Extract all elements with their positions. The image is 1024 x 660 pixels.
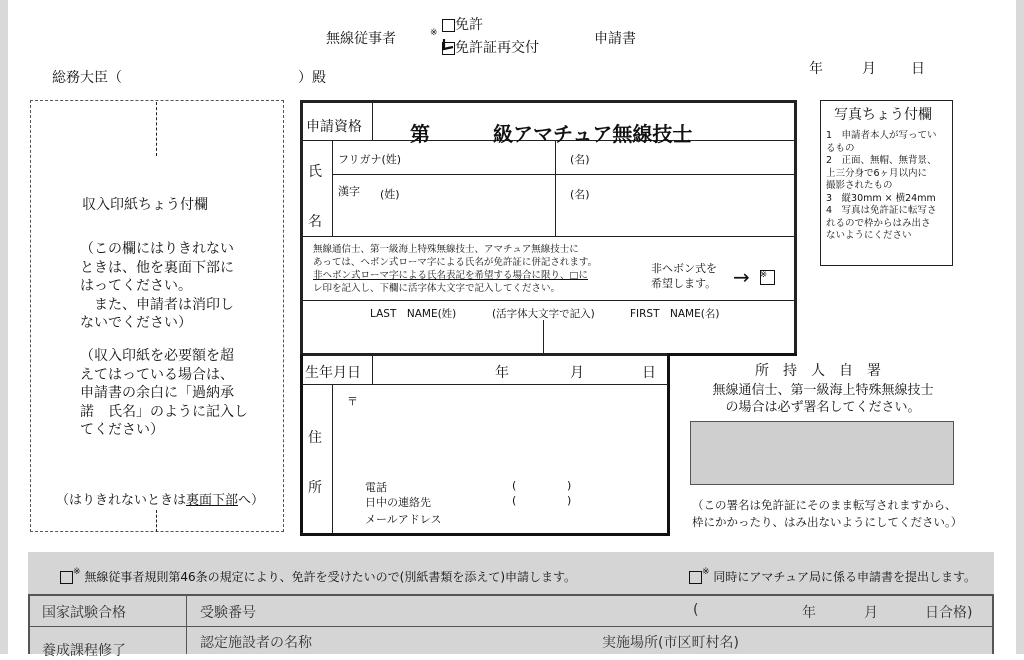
stamp-note-3: （はりきれないときは裏面下部へ） <box>56 493 265 508</box>
dob-label: 生年月日 <box>305 365 361 381</box>
form-left-edge <box>300 354 303 536</box>
print-note: (活字体大文字で記入) <box>492 308 595 320</box>
row-divider-5 <box>302 384 668 385</box>
address-label-divider <box>332 385 333 533</box>
photo-area-title: 写真ちょう付欄 <box>834 107 932 123</box>
option-reissue[interactable]: 免許証再交付 <box>442 37 539 57</box>
day-contact-input[interactable] <box>520 493 564 507</box>
qualification-prefix: 第 <box>410 122 430 146</box>
kanji-label: 漢字 <box>338 185 360 198</box>
license-checkbox[interactable] <box>442 19 455 32</box>
postal-mark: 〒 <box>347 395 358 408</box>
exam-year-label: 年 <box>802 605 816 621</box>
left-frame <box>0 0 8 654</box>
grade-input[interactable] <box>440 118 490 140</box>
stamp-note-2: （収入印紙を必要額を超 えてはっている場合は、 申請書の余白に「過納承 諾 氏名」のように記入し てください） <box>80 348 248 438</box>
phone-input[interactable] <box>520 478 564 492</box>
furigana-surname-input[interactable] <box>440 148 550 170</box>
exam-pass-label: 国家試験合格 <box>42 605 126 621</box>
apply-checkbox[interactable] <box>60 571 73 584</box>
dob-month-label: 月 <box>570 365 584 381</box>
apply-checkbox-row[interactable]: ※ 無線従事者規則第46条の規定により、免許を受けたいので(別紙書類を添えて)申請します。 <box>60 568 576 585</box>
contact-paren-open: ( <box>512 494 517 507</box>
exam-day-label: 日合格) <box>925 605 973 621</box>
table-divider <box>30 626 992 627</box>
row-divider-4 <box>302 300 795 301</box>
last-name-label: LAST NAME(姓) <box>370 308 457 320</box>
kanji-given-label: (名) <box>570 188 590 201</box>
last-name-input[interactable] <box>310 322 538 350</box>
dob-day-label: 日 <box>642 365 656 381</box>
form-title: 無線従事者 <box>326 31 396 47</box>
name-col-divider <box>555 141 556 236</box>
dob-year-label: 年 <box>495 365 509 381</box>
signature-footer: （この署名は免許証にそのまま転写されますから、 枠にかかったり、はみ出ないようにしてください。） <box>692 498 963 529</box>
qual-divider <box>372 102 373 140</box>
minister-label: 総務大臣（ <box>52 70 122 86</box>
row-divider-3 <box>302 236 795 237</box>
exam-paren-open: ( <box>693 602 699 618</box>
non-hepburn-checkbox[interactable] <box>760 270 775 285</box>
hepburn-note: 無線通信士、第一級海上特殊無線技士、アマチュア無線技士に あっては、ヘボン式ローマ字による氏名が免許証に併記されます。 非ヘボン式ローマ字による氏名表記を希望する場合に限り、□に レ印を記入し、下欄に活字体大文字で記入してください。 <box>313 244 598 294</box>
training-label: 養成課程修了 <box>42 643 126 659</box>
contact-paren-close: ) <box>567 494 572 507</box>
exam-number-input[interactable] <box>270 600 680 622</box>
form-step-edge <box>667 353 797 356</box>
exam-month-label: 月 <box>864 605 878 621</box>
romaji-divider <box>543 320 544 354</box>
signature-box[interactable] <box>690 421 954 485</box>
first-name-label: FIRST NAME(名) <box>630 308 720 320</box>
kanji-surname-label: (姓) <box>380 188 400 201</box>
photo-requirement: 3 縦30mm × 横24mm <box>826 192 936 204</box>
arrow-right-icon: → <box>733 265 750 289</box>
furigana-surname-label: フリガナ(姓) <box>338 153 402 166</box>
place-label: 実施場所(市区町村名) <box>602 635 739 651</box>
signature-note: 無線通信士、第一級海上特殊無線技士 の場合は必ず署名してください。 <box>712 383 934 415</box>
phone-paren-close: ) <box>567 479 572 492</box>
stamp-area-title: 収入印紙ちょう付欄 <box>82 197 208 213</box>
required-mark: ※ <box>430 28 438 38</box>
back-page-link[interactable]: 裏面下部 <box>186 493 239 508</box>
qualification-label: 申請資格 <box>306 119 362 135</box>
form-title-suffix: 申請書 <box>594 31 636 47</box>
row-divider-2 <box>332 174 795 175</box>
facility-name-label: 認定施設者の名称 <box>200 635 312 651</box>
dob-input[interactable] <box>380 358 660 382</box>
address-label-1: 住 <box>308 430 322 446</box>
email-input[interactable] <box>445 510 660 524</box>
day-contact-label: 日中の連絡先 <box>365 496 431 509</box>
photo-requirement: 1 申請者本人が写ってい るもの <box>826 130 937 154</box>
right-frame <box>1016 0 1024 654</box>
exam-number-label: 受験番号 <box>200 605 256 621</box>
dob-divider <box>372 356 373 384</box>
kanji-given-input[interactable] <box>600 180 790 230</box>
minister-suffix: ）殿 <box>298 70 326 86</box>
name-label-2: 名 <box>308 214 322 230</box>
non-hepburn-label: 非ヘボン式を 希望します。 <box>651 262 717 290</box>
kanji-surname-input[interactable] <box>410 180 550 230</box>
qualification-suffix: 級アマチュア無線技士 <box>493 122 693 146</box>
date-year-label: 年 <box>809 61 823 77</box>
form-right-edge-lower <box>667 354 670 536</box>
name-label-1: 氏 <box>308 164 322 180</box>
date-month-label: 月 <box>862 61 876 77</box>
name-label-divider <box>332 141 333 236</box>
furigana-given-input[interactable] <box>600 148 790 170</box>
non-hepburn-required-mark: ※ <box>759 270 768 280</box>
first-name-input[interactable] <box>550 322 790 350</box>
table-col-divider <box>186 596 187 654</box>
address-label-2: 所 <box>308 480 322 496</box>
form-bottom-edge <box>300 533 670 536</box>
stamp-guide-top <box>156 102 157 156</box>
concurrent-checkbox-row[interactable]: ※ 同時にアマチュア局に係る申請書を提出します。 <box>689 568 976 585</box>
signature-title: 所 持 人 自 署 <box>755 363 881 379</box>
address-input[interactable] <box>360 392 660 472</box>
furigana-given-label: (名) <box>570 153 590 166</box>
email-label: メールアドレス <box>365 513 442 526</box>
stamp-guide-bottom <box>156 510 157 532</box>
check-mark-icon <box>441 37 455 51</box>
reissue-checkbox[interactable] <box>442 42 455 55</box>
photo-requirements <box>826 130 952 243</box>
option-license[interactable]: 免許 <box>442 14 483 34</box>
phone-label: 電話 <box>365 481 387 494</box>
photo-requirement: 4 写真は免許証に転写さ れるので枠からはみ出さ ないようにください <box>826 205 937 241</box>
date-day-label: 日 <box>911 61 925 77</box>
stamp-note-1: （この欄にはりきれない ときは、他を裏面下部に はってください。 また、申請者は消印し ないでください） <box>80 241 234 331</box>
concurrent-checkbox[interactable] <box>689 571 702 584</box>
phone-paren-open: ( <box>512 479 517 492</box>
photo-requirement: 2 正面、無帽、無背景、 上三分身で6ヶ月以内に 撮影されたもの <box>826 155 937 191</box>
